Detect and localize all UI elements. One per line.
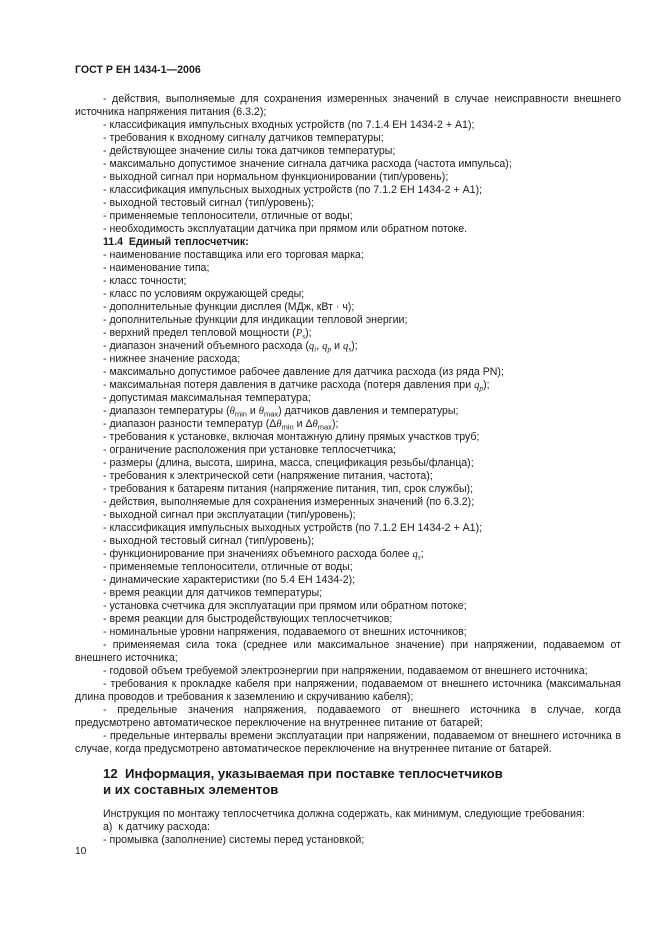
list-item: - классификация импульсных выходных устройств (по 7.1.2 ЕН 1434-2 + А1);: [103, 522, 483, 534]
list-item: - предельные интервалы времени эксплуатации при напряжении, подаваемом от внешнего источника в случае, когда предусмотрено автоматическое переключение на внутреннее питание от батарей.: [75, 730, 621, 755]
list-item: - применяемые теплоносители, отличные от воды;: [103, 210, 353, 222]
list-item: - требования к батареям питания (напряжение питания, тип, срок службы);: [103, 483, 474, 495]
section-12-heading-line-2: и их составных элементов: [103, 781, 279, 797]
list-item: - диапазон значений объемного расхода ($q_i$, $q_p$ и $q_s$);: [103, 340, 358, 354]
list-item: - максимальная потеря давления в датчике расхода (потеря давления при $q_p$);: [103, 379, 490, 393]
list-item: - годовой объем требуемой электроэнергии при напряжении, подаваемом от внешнего источника;: [103, 665, 588, 677]
list-item: - необходимость эксплуатации датчика при прямом или обратном потоке.: [103, 223, 468, 235]
list-item: - наименование типа;: [103, 262, 210, 274]
list-item: - требования к входному сигналу датчиков температуры;: [103, 132, 384, 144]
list-item: - выходной тестовый сигнал (тип/уровень);: [103, 535, 315, 547]
list-item: - классификация импульсных выходных устройств (по 7.1.2 ЕН 1434-2 + А1);: [103, 184, 483, 196]
list-item: - максимально допустимое значение сигнала датчика расхода (частота импульса);: [103, 158, 512, 170]
list-item: - номинальные уровни напряжения, подаваемого от внешних источников;: [103, 626, 467, 638]
list-item: - диапазон температуры ($\theta_{min}$ и $\theta_{max}$) датчиков давления и температуры;: [103, 405, 459, 419]
list-item: - функционирование при значениях объемного расхода более $q_s$;: [103, 548, 424, 562]
list-item: - динамические характеристики (по 5.4 ЕН 1434-2);: [103, 574, 356, 586]
list-item: - требования к установке, включая монтажную длину прямых участков труб;: [103, 431, 480, 443]
page-content: [75, 64, 621, 847]
list-item: - промывка (заполнение) системы перед установкой;: [103, 834, 365, 846]
section-12-heading-line-1: 12 Информация, указываемая при поставке теплосчетчиков: [103, 766, 503, 781]
list-item: а) к датчику расхода:: [103, 821, 210, 833]
list-item: - действия, выполняемые для сохранения измеренных значений (по 6.3.2);: [103, 496, 475, 508]
list-item: - дополнительные функции дисплея (МДж, кВт · ч);: [103, 301, 355, 313]
page-number: 10: [75, 846, 87, 857]
list-item: - допустимая максимальная температура;: [103, 392, 311, 404]
list-item: - установка счетчика для эксплуатации при прямом или обратном потоке;: [103, 600, 467, 612]
requirements-list-complete-meter: [75, 249, 621, 756]
list-item: - верхний предел тепловой мощности $(P_s)$;: [103, 327, 312, 341]
section-12-heading: [103, 766, 621, 797]
list-item: - выходной тестовый сигнал (тип/уровень);: [103, 197, 315, 209]
list-item: - требования к прокладке кабеля при напряжении, подаваемом от внешнего источника (максимальная длина проводов и требования к заземлению и скручиванию кабеля);: [75, 678, 621, 703]
list-item: - дополнительные функции для индикации тепловой энергии;: [103, 314, 408, 326]
list-item: - класс точности;: [103, 275, 187, 287]
list-item: - максимально допустимое рабочее давление для датчика расхода (из ряда PN);: [103, 366, 504, 378]
list-item: - наименование поставщика или его торговая марка;: [103, 249, 364, 261]
list-item: - класс по условиям окружающей среды;: [103, 288, 305, 300]
list-item: - применяемые теплоносители, отличные от воды;: [103, 561, 353, 573]
list-item: Инструкция по монтажу теплосчетчика должна содержать, как минимум, следующие требования:: [103, 808, 585, 820]
list-item: - диапазон разности температур ($\Delta\theta_{min}$ и $\Delta\theta_{max}$);: [103, 418, 339, 432]
list-item: - время реакции для датчиков температуры;: [103, 587, 323, 599]
list-item: - выходной сигнал при эксплуатации (тип/уровень);: [103, 509, 356, 521]
list-item: - действия, выполняемые для сохранения измеренных значений в случае неисправности внешнего источника напряжения питания (6.3.2);: [75, 93, 621, 118]
list-item: - применяемая сила тока (среднее или максимальное значение) при напряжении, подаваемом от внешнего источника;: [75, 639, 621, 664]
list-item: - действующее значение силы тока датчиков температуры;: [103, 145, 396, 157]
list-item: - нижнее значение расхода;: [103, 353, 241, 365]
subsection-heading-11-4: 11.4 Единый теплосчетчик:: [103, 236, 249, 248]
requirements-list-flow-sensor: [75, 93, 621, 236]
list-item: - время реакции для быстродействующих теплосчетчиков;: [103, 613, 393, 625]
section-12-paragraphs: [75, 808, 621, 847]
running-header: ГОСТ Р ЕН 1434-1—2006: [75, 64, 201, 76]
list-item: - предельные значения напряжения, подаваемого от внешнего источника в случае, когда предусмотрено автоматическое переключение на внутреннее питание от батарей;: [75, 704, 621, 729]
list-item: - требования к электрической сети (напряжение питания, частота);: [103, 470, 433, 482]
list-item: - размеры (длина, высота, ширина, масса, спецификация резьбы/фланца);: [103, 457, 474, 469]
list-item: - выходной сигнал при нормальном функционировании (тип/уровень);: [103, 171, 449, 183]
list-item: - классификация импульсных входных устройств (по 7.1.4 ЕН 1434-2 + А1);: [103, 119, 475, 131]
list-item: - ограничение расположения при установке теплосчетчика;: [103, 444, 397, 456]
